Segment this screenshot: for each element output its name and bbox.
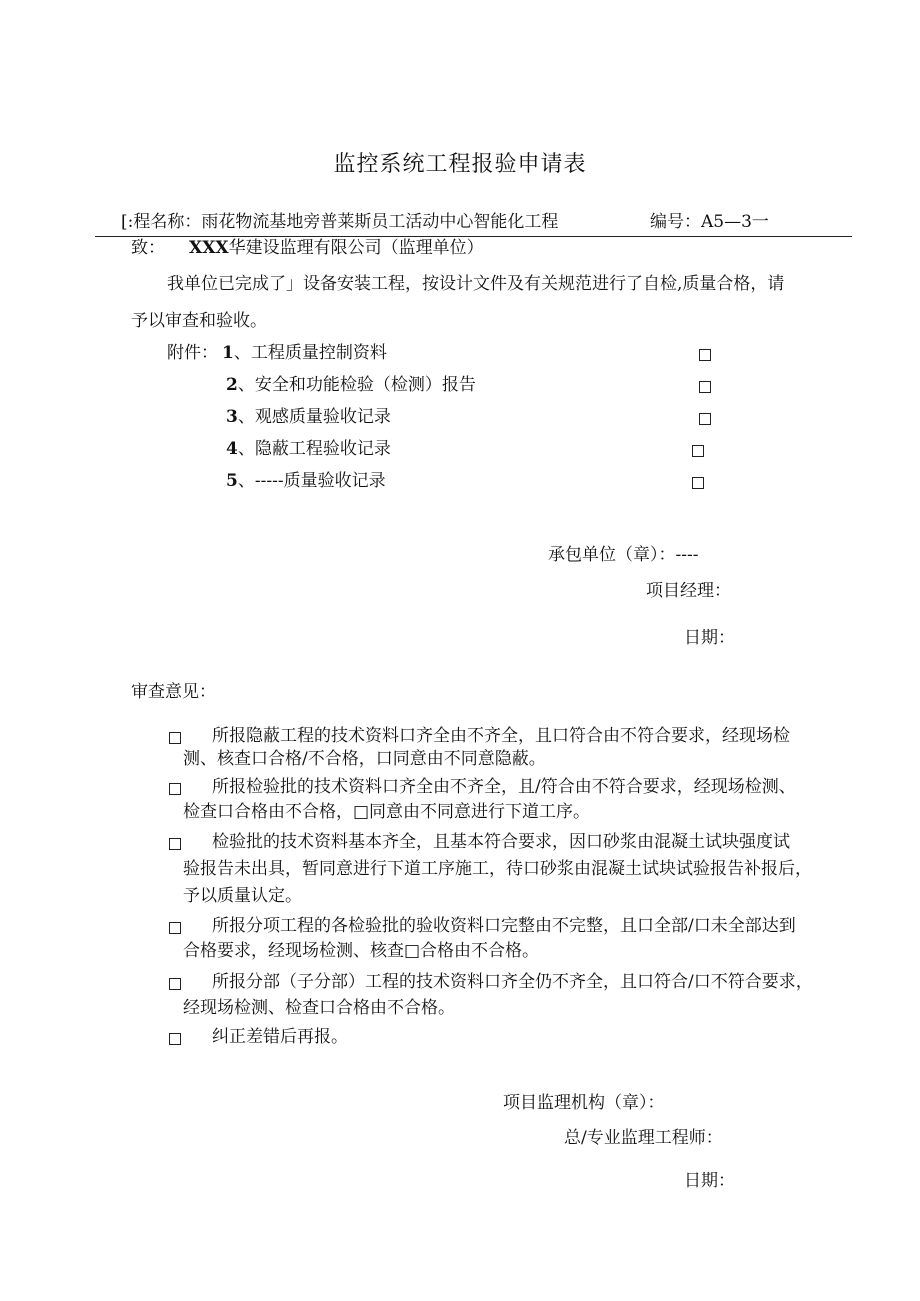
page-title: 监控系统工程报验申请表	[333, 152, 587, 177]
opinion-checkbox[interactable]	[169, 920, 181, 936]
number-row	[650, 214, 769, 231]
attachment-text: 工程质量控制资料	[250, 343, 387, 363]
attachment-sep: 、	[233, 343, 251, 363]
attachment-item	[226, 473, 386, 490]
company-bold: XXX	[189, 238, 229, 258]
body-line-1: 我单位已完成了」设备安装工程，按设计文件及有关规范进行了自检,质量合格，请	[167, 274, 785, 294]
attachment-num: 1	[222, 343, 234, 363]
opinion-1-line-1: 所报隐蔽工程的技术资料口齐全由不齐全，且口符合由不符合要求，经现场检	[212, 726, 790, 746]
attachment-sep: 、	[237, 375, 255, 395]
header-rule	[95, 236, 852, 237]
attachment-sep: 、	[237, 471, 255, 491]
opinion-3-line-3: 予以质量认定。	[183, 886, 302, 906]
opinion-6-line-1: 纠正差错后再报。	[212, 1027, 348, 1047]
supervisor-engineer-label: 总/专业监理工程师：	[564, 1128, 723, 1148]
attachment-sep: 、	[237, 407, 255, 427]
opinion-2-line-1: 所报检验批的技术资料口齐全由不齐全，且/符合由不符合要求，经现场检测、	[212, 777, 796, 797]
attachment-item	[226, 409, 391, 426]
project-row	[121, 214, 558, 231]
body-line-2: 予以审查和验收。	[131, 311, 267, 331]
attachments-label: 附件：	[167, 343, 218, 363]
opinion-checkbox[interactable]	[169, 1031, 181, 1047]
opinion-2-line-2: 检查口合格由不合格，□同意由不同意进行下道工序。	[183, 802, 591, 822]
addressee-company	[189, 240, 484, 257]
attachment-text: 安全和功能检验（检测）报告	[254, 375, 476, 395]
project-label: [:程名称：	[121, 212, 202, 232]
opinion-3-line-2: 验报告未出具，暂同意进行下道工序施工，待口砂浆由混凝土试块试验报告补报后，	[183, 859, 812, 879]
project-manager-label: 项目经理：	[646, 581, 731, 601]
opinion-3-line-1: 检验批的技术资料基本齐全，且基本符合要求，因口砂浆由混凝土试块强度试	[212, 832, 790, 852]
attachment-num: 2	[226, 375, 238, 395]
number-value: A5—3一	[701, 212, 769, 232]
attachment-text: 隐蔽工程验收记录	[254, 439, 391, 459]
unit-note: （监理单位）	[381, 238, 484, 258]
attachment-num: 4	[226, 439, 238, 459]
to-label: 致：	[131, 238, 165, 258]
contractor-unit-value: ----	[675, 545, 699, 565]
contractor-date-label: 日期：	[684, 628, 735, 648]
attachment-num: 3	[226, 407, 238, 427]
contractor-unit-label: 承包单位（章）：	[548, 545, 676, 565]
attachment-item	[222, 345, 387, 362]
opinion-4-line-2: 合格要求，经现场检测、核查□合格由不合格。	[183, 941, 540, 961]
supervisor-date-label: 日期：	[684, 1171, 735, 1191]
project-name: 雨花物流基地旁普莱斯员工活动中心智能化工程	[201, 212, 559, 232]
opinion-checkbox[interactable]	[169, 976, 181, 992]
number-label: 编号：	[650, 212, 701, 232]
attachment-item	[226, 441, 391, 458]
attachment-num: 5	[226, 471, 238, 491]
review-label: 审查意见：	[131, 682, 216, 702]
opinion-checkbox[interactable]	[169, 836, 181, 852]
attachment-checkbox[interactable]	[699, 347, 711, 363]
opinion-5-line-1: 所报分部（子分部）工程的技术资料口齐全仍不齐全，且口符合/口不符合要求，	[212, 972, 813, 992]
opinion-checkbox[interactable]	[169, 781, 181, 797]
attachment-sep: 、	[237, 439, 255, 459]
attachment-text: 观感质量验收记录	[254, 407, 391, 427]
attachment-checkbox[interactable]	[692, 475, 704, 491]
opinion-checkbox[interactable]	[169, 730, 181, 746]
attachment-item	[226, 377, 476, 394]
attachment-checkbox[interactable]	[692, 443, 704, 459]
attachment-checkbox[interactable]	[699, 411, 711, 427]
opinion-4-line-1: 所报分项工程的各检验批的验收资料口完整由不完整，且口全部/口未全部达到	[212, 916, 796, 936]
supervisor-org-label: 项目监理机构（章）：	[503, 1093, 665, 1113]
opinion-1-line-2: 测、核查口合格/不合格，口同意由不同意隐蔽。	[183, 749, 546, 769]
opinion-5-line-2: 经现场检测、检查口合格由不合格。	[183, 998, 455, 1018]
attachment-checkbox[interactable]	[699, 379, 711, 395]
contractor-unit	[548, 547, 698, 564]
company-rest: 华建设监理有限公司	[228, 238, 382, 258]
attachment-text: -----质量验收记录	[254, 471, 386, 491]
